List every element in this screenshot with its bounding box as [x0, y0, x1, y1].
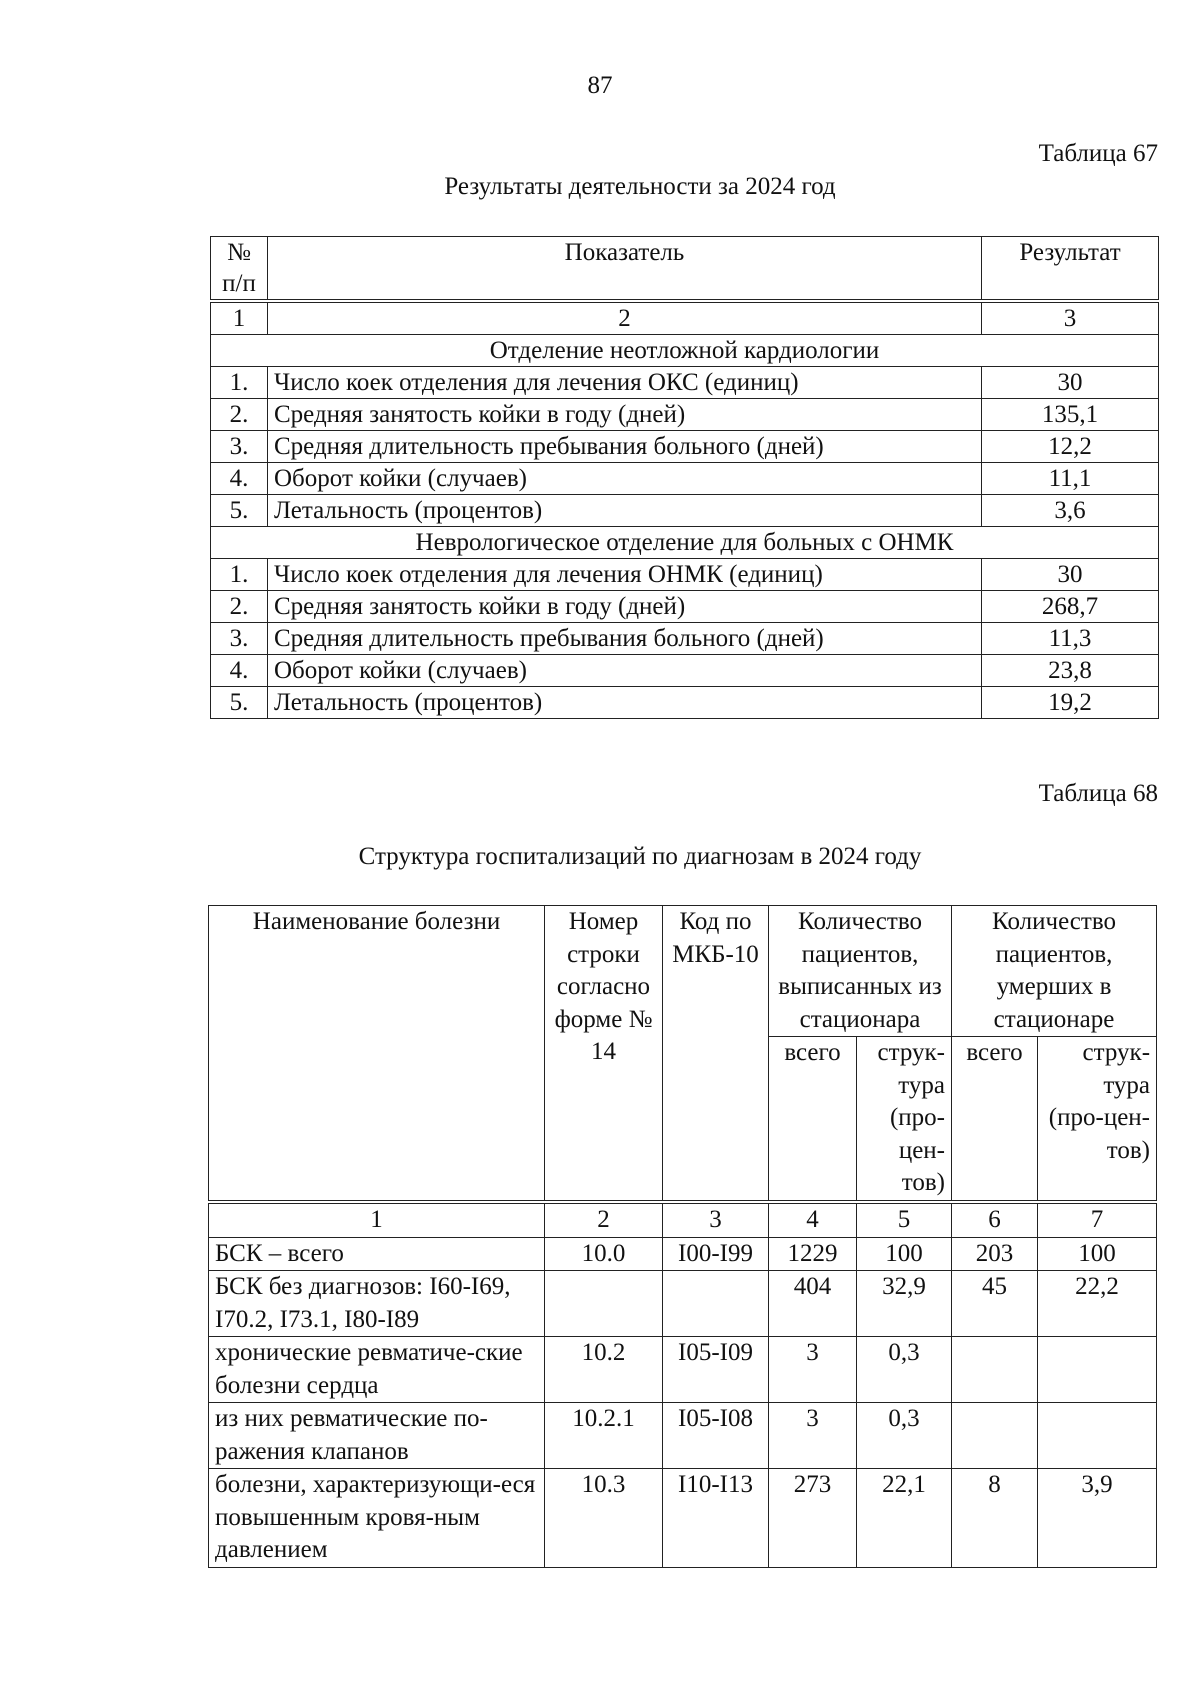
- table68-label: Таблица 68: [1038, 780, 1158, 807]
- table-row: [209, 1237, 1157, 1271]
- row-number: 10.0: [545, 1237, 663, 1271]
- row-num: 4.: [211, 463, 268, 495]
- row-num: 1.: [211, 367, 268, 399]
- colnum: 1: [211, 301, 268, 335]
- table-row: [211, 431, 1159, 463]
- row-disease: хронические ревматиче-ские болезни сердца: [209, 1337, 545, 1403]
- section-title: Неврологическое отделение для больных с ОНМК: [211, 527, 1159, 559]
- colnum: 3: [663, 1202, 769, 1237]
- row-value: 23,8: [982, 655, 1159, 687]
- row-indicator: Число коек отделения для лечения ОНМК (единиц): [268, 559, 982, 591]
- colnum: 6: [952, 1202, 1038, 1237]
- header-row-number: Номер строки согласно форме № 14: [545, 906, 663, 1203]
- header-indicator: Показатель: [268, 237, 982, 302]
- column-number-row: [209, 1202, 1157, 1237]
- header-disease: Наименование болезни: [209, 906, 545, 1203]
- colnum: 3: [982, 301, 1159, 335]
- section-row: [211, 335, 1159, 367]
- row-died-structure: 22,2: [1038, 1271, 1157, 1337]
- results-table: [210, 236, 1159, 719]
- row-died-structure: 100: [1038, 1237, 1157, 1271]
- row-discharged-total: 3: [769, 1337, 857, 1403]
- row-died-structure: 3,9: [1038, 1469, 1157, 1568]
- header-total: всего: [769, 1037, 857, 1203]
- section-title: Отделение неотложной кардиологии: [211, 335, 1159, 367]
- row-died-total: 203: [952, 1237, 1038, 1271]
- row-num: 5.: [211, 495, 268, 527]
- table-row: [211, 655, 1159, 687]
- table-header-row: [209, 906, 1157, 1037]
- row-value: 11,1: [982, 463, 1159, 495]
- table-row: [211, 463, 1159, 495]
- row-indicator: Летальность (процентов): [268, 687, 982, 719]
- hospitalization-table: [208, 905, 1157, 1568]
- row-value: 268,7: [982, 591, 1159, 623]
- table-row: [211, 495, 1159, 527]
- row-indicator: Оборот койки (случаев): [268, 655, 982, 687]
- row-discharged-total: 404: [769, 1271, 857, 1337]
- header-discharged: Количество пациентов, выписанных из стационара: [769, 906, 952, 1037]
- header-structure: струк-тура (про-цен-тов): [857, 1037, 952, 1203]
- table-row: [211, 623, 1159, 655]
- row-died-total: 8: [952, 1469, 1038, 1568]
- row-value: 12,2: [982, 431, 1159, 463]
- table-row: [211, 559, 1159, 591]
- row-disease: из них ревматические по-ражения клапанов: [209, 1403, 545, 1469]
- section-row: [211, 527, 1159, 559]
- row-code: I05-I08: [663, 1403, 769, 1469]
- row-num: 2.: [211, 399, 268, 431]
- row-num: 5.: [211, 687, 268, 719]
- row-indicator: Оборот койки (случаев): [268, 463, 982, 495]
- row-indicator: Средняя длительность пребывания больного (дней): [268, 623, 982, 655]
- row-num: 4.: [211, 655, 268, 687]
- row-value: 3,6: [982, 495, 1159, 527]
- row-indicator: Средняя занятость койки в году (дней): [268, 399, 982, 431]
- row-died-structure: [1038, 1337, 1157, 1403]
- colnum: 2: [545, 1202, 663, 1237]
- table-row: [209, 1337, 1157, 1403]
- row-discharged-total: 1229: [769, 1237, 857, 1271]
- header-icd-code: Код по МКБ-10: [663, 906, 769, 1203]
- row-indicator: Средняя длительность пребывания больного (дней): [268, 431, 982, 463]
- header-total: всего: [952, 1037, 1038, 1203]
- row-number: 10.2.1: [545, 1403, 663, 1469]
- row-code: I00-I99: [663, 1237, 769, 1271]
- row-discharged-structure: 32,9: [857, 1271, 952, 1337]
- row-disease: БСК без диагнозов: I60-I69, I70.2, I73.1, I80-I89: [209, 1271, 545, 1337]
- header-result: Результат: [982, 237, 1159, 302]
- table-row: [209, 1271, 1157, 1337]
- row-died-total: [952, 1403, 1038, 1469]
- row-num: 1.: [211, 559, 268, 591]
- row-discharged-structure: 0,3: [857, 1403, 952, 1469]
- row-num: 3.: [211, 623, 268, 655]
- row-discharged-total: 3: [769, 1403, 857, 1469]
- row-disease: БСК – всего: [209, 1237, 545, 1271]
- table-row: [211, 367, 1159, 399]
- table-header-row: [211, 237, 1159, 302]
- row-disease: болезни, характеризующи-еся повышенным кровя-ным давлением: [209, 1469, 545, 1568]
- table-row: [211, 591, 1159, 623]
- row-value: 30: [982, 559, 1159, 591]
- colnum: 5: [857, 1202, 952, 1237]
- row-code: [663, 1271, 769, 1337]
- page-number: 87: [587, 72, 613, 99]
- colnum: 7: [1038, 1202, 1157, 1237]
- row-died-structure: [1038, 1403, 1157, 1469]
- row-indicator: Летальность (процентов): [268, 495, 982, 527]
- table67-label: Таблица 67: [1038, 140, 1158, 167]
- row-discharged-total: 273: [769, 1469, 857, 1568]
- table67-title: Результаты деятельности за 2024 год: [444, 173, 836, 200]
- table-row: [211, 399, 1159, 431]
- row-value: 135,1: [982, 399, 1159, 431]
- row-indicator: Средняя занятость койки в году (дней): [268, 591, 982, 623]
- header-num: № п/п: [211, 237, 268, 302]
- colnum: 4: [769, 1202, 857, 1237]
- colnum: 2: [268, 301, 982, 335]
- row-indicator: Число коек отделения для лечения ОКС (единиц): [268, 367, 982, 399]
- row-value: 19,2: [982, 687, 1159, 719]
- row-number: 10.2: [545, 1337, 663, 1403]
- row-num: 2.: [211, 591, 268, 623]
- row-value: 30: [982, 367, 1159, 399]
- row-died-total: [952, 1337, 1038, 1403]
- table-row: [209, 1403, 1157, 1469]
- row-died-total: 45: [952, 1271, 1038, 1337]
- column-number-row: [211, 301, 1159, 335]
- table68-title: Структура госпитализаций по диагнозам в 2024 году: [358, 843, 922, 870]
- row-discharged-structure: 0,3: [857, 1337, 952, 1403]
- row-code: I10-I13: [663, 1469, 769, 1568]
- row-num: 3.: [211, 431, 268, 463]
- row-code: I05-I09: [663, 1337, 769, 1403]
- header-died: Количество пациентов, умерших в стационаре: [952, 906, 1157, 1037]
- row-number: 10.3: [545, 1469, 663, 1568]
- row-number: [545, 1271, 663, 1337]
- row-discharged-structure: 100: [857, 1237, 952, 1271]
- header-structure: струк-тура (про-цен-тов): [1038, 1037, 1157, 1203]
- table-row: [209, 1469, 1157, 1568]
- table-row: [211, 687, 1159, 719]
- colnum: 1: [209, 1202, 545, 1237]
- row-discharged-structure: 22,1: [857, 1469, 952, 1568]
- row-value: 11,3: [982, 623, 1159, 655]
